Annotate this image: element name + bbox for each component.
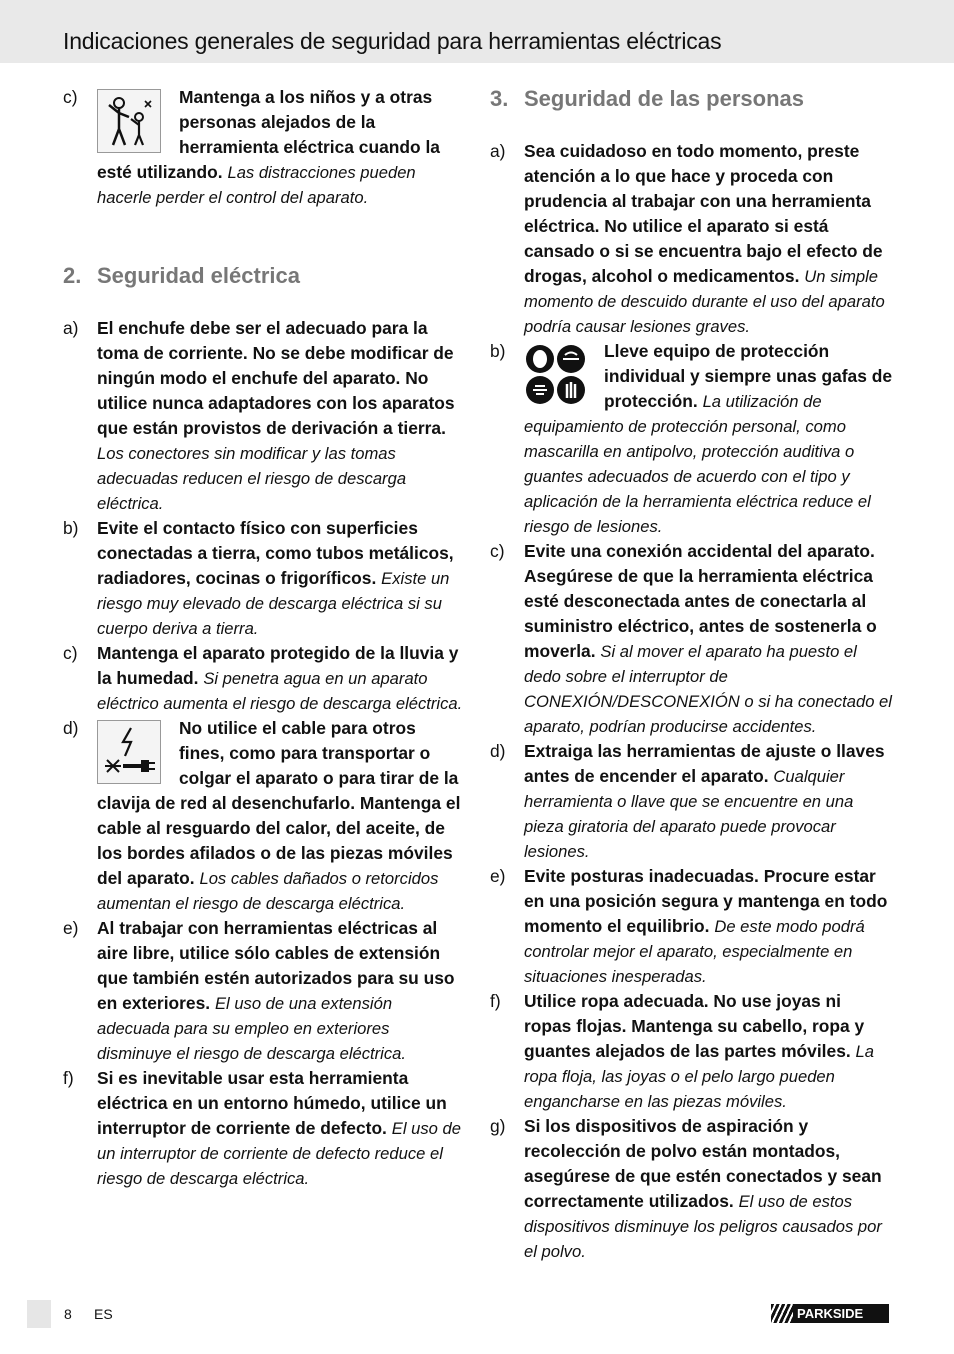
list-item: d) Extraiga las herramientas de ajuste o llaves antes de encender el aparato. Cualquier herramienta o llave que se encuentre en una pieza giratoria del aparato puede provocar lesiones. [490, 741, 885, 861]
list-item: f) Utilice ropa adecuada. No use joyas ni ropas flojas. Mantenga su cabello, ropa y guantes alejados de las partes móviles. La ropa floja, las joyas o el pelo largo pueden engancharse en las piezas móviles. [490, 991, 875, 1111]
list-item: f) Si es inevitable usar esta herramienta eléctrica en un entorno húmedo, utilice un interruptor de corriente de defecto. El uso de un interruptor de corriente de defecto reduce el riesgo de descarga eléctrica. [63, 1068, 461, 1188]
language-code: ES [94, 1306, 113, 1322]
list-item: a) Sea cuidadoso en todo momento, preste atención a lo que hace y proceda con prudencia al trabajar con una herramienta eléctrica. No utilice el aparato si está cansado o si se encuentra bajo el efecto de drogas, alcohol o medicamentos. Un simple momento de descuido durante el uso del aparato podría causar lesiones graves. [490, 141, 885, 336]
damaged-cable-icon [97, 720, 161, 784]
list-item: c) Evite una conexión accidental del aparato. Asegúrese de que la herramienta eléctrica esté desconectada antes de conectarla al suministro eléctrico, antes de sostenerla o moverla. Si al mover el aparato ha puesto el dedo sobre el interruptor de CONEXIÓN/DESCONEXIÓN o si ha conectado el aparato, podrían producirse accidentes. [490, 541, 892, 736]
page-marker [27, 1300, 51, 1328]
section-title-electrical: 2. Seguridad eléctrica [63, 263, 300, 288]
brand-stripes-icon [771, 1304, 793, 1323]
list-item: g) Si los dispositivos de aspiración y recolección de polvo están montados, asegúrese de que estén conectados y sean correctamente utilizados. El uso de estos dispositivos disminuye los peligros causados por el polvo. [490, 1116, 882, 1261]
right-column [490, 85, 892, 1264]
page-header [0, 0, 954, 63]
list-item: b) Evite el contacto físico con superficies conectadas a tierra, como tubos metálicos, radiadores, cocinas o frigoríficos. Existe un riesgo muy elevado de descarga eléctrica si su cuerpo deriva a tierra. [63, 518, 454, 638]
list-item: e) Evite posturas inadecuadas. Procure estar en una posición segura y mantenga en todo momento el equilibrio. De este modo podrá controlar mejor el aparato, especialmente en situaciones inesperadas. [490, 866, 888, 986]
list-item: c) Mantenga a los niños y a otras personas alejados de la herramienta eléctrica cuando la esté utilizando. Las distracciones pueden hacerle perder el control del aparato. [63, 87, 440, 207]
page-footer [0, 1300, 954, 1330]
left-column [63, 85, 465, 1191]
item-marker: c) [63, 87, 78, 107]
brand-logo: PARKSIDE [771, 1304, 889, 1323]
children-away-icon [97, 89, 161, 153]
list-item: d) No utilice el cable para otros fines, como para transportar o colgar el aparato o para tirar de la clavija de red al desenchufarlo. Mantenga el cable al resguardo del calor, del aceite, de los bordes afilados o de las piezas móviles del aparato. Los cables dañados o retorcidos aumentan el riesgo de descarga eléctrica. [63, 718, 461, 913]
list-item: b) Lleve equipo de protección individual y siempre unas gafas de protección. La utilización de equipamiento de protección personal, como mascarilla en antipolvo, protección auditiva o guantes adecuados de acuerdo con el tipo y aplicación de la herramienta eléctrica reduce el riesgo de lesiones. [490, 341, 893, 536]
protective-equipment-icon [524, 343, 588, 407]
list-item: c) Mantenga el aparato protegido de la lluvia y la humedad. Si penetra agua en un aparato eléctrico aumenta el riesgo de descarga eléctrica. [63, 643, 463, 713]
page-title: Indicaciones generales de seguridad para herramientas eléctricas [63, 28, 722, 54]
list-item: e) Al trabajar con herramientas eléctricas al aire libre, utilice sólo cables de extensión que también estén autorizados para su uso en exteriores. El uso de una extensión adecuada para su empleo en exteriores disminuye el riesgo de descarga eléctrica. [63, 918, 455, 1063]
list-item: a) El enchufe debe ser el adecuado para la toma de corriente. No se debe modificar de ningún modo el enchufe del aparato. No utilice nunca adaptadores con los aparatos que están provistos de derivación a tierra. Los conectores sin modificar y las tomas adecuadas reducen el riesgo de descarga eléctrica. [63, 318, 455, 513]
page-number: 8 [64, 1306, 72, 1322]
section-title-personal: 3. Seguridad de las personas [490, 86, 804, 111]
